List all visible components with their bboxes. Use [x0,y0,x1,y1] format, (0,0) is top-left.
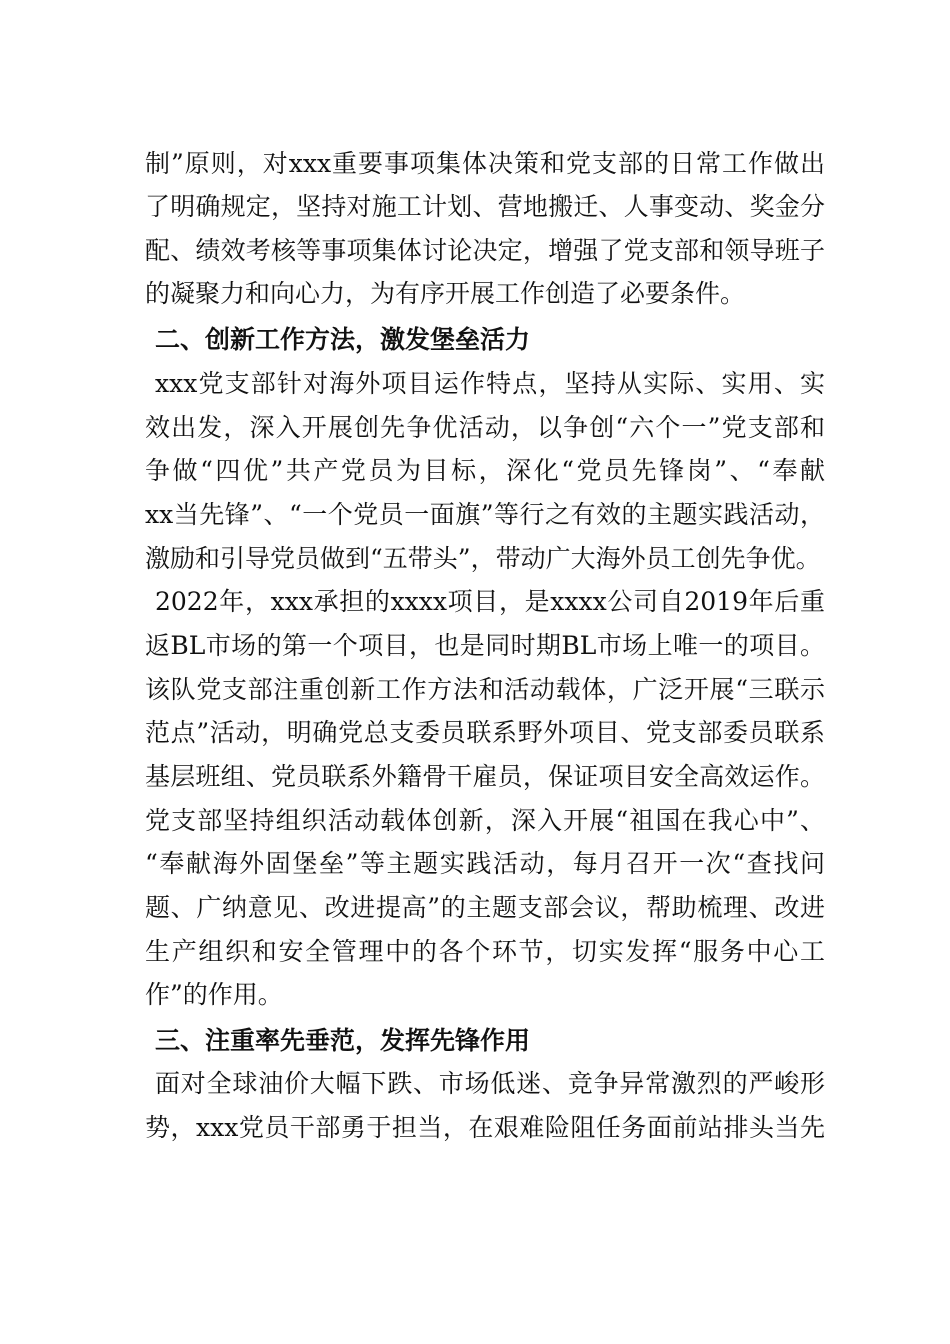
body-text-line: 返BL市场的第一个项目，也是同时期BL市场上唯一的项目。 [145,631,825,660]
body-text-line: 争做“四优”共产党员为目标，深化“党员先锋岗”、“奉献 [145,456,825,485]
body-text-line: 了明确规定，坚持对施工计划、营地搬迁、人事变动、奖金分 [145,192,825,221]
body-text-line: 该队党支部注重创新工作方法和活动载体，广泛开展“三联示 [145,675,825,704]
body-text-line: 制”原则，对xxx重要事项集体决策和党支部的日常工作做出 [145,149,825,178]
body-text-line: 党支部坚持组织活动载体创新，深入开展“祖国在我心中”、 [145,806,825,835]
body-text-line: 的凝聚力和向心力，为有序开展工作创造了必要条件。 [145,279,746,308]
body-text-line: xx当先锋”、“一个党员一面旗”等行之有效的主题实践活动， [145,500,825,529]
body-text-line: “奉献海外固堡垒”等主题实践活动，每月召开一次“查找问 [145,849,825,878]
body-text-line: 面对全球油价大幅下跌、市场低迷、竞争异常激烈的严峻形 [155,1069,825,1098]
body-text-line: 2022年，xxx承担的xxxx项目，是xxxx公司自2019年后重 [155,587,825,616]
body-text-line: 激励和引导党员做到“五带头”，带动广大海外员工创先争优。 [145,544,821,573]
body-text-line: 基层班组、党员联系外籍骨干雇员，保证项目安全高效运作。 [145,762,825,791]
section-heading: 三、注重率先垂范，发挥先锋作用 [155,1026,531,1055]
body-text-line: 生产组织和安全管理中的各个环节，切实发挥“服务中心工 [145,937,825,966]
body-text-line: 题、广纳意见、改进提高”的主题支部会议，帮助梳理、改进 [145,893,825,922]
body-text-line: 配、绩效考核等事项集体讨论决定，增强了党支部和领导班子 [145,236,825,265]
body-text-line: 势，xxx党员干部勇于担当，在艰难险阻任务面前站排头当先 [145,1113,825,1142]
body-text-line: 范点”活动，明确党总支委员联系野外项目、党支部委员联系 [145,718,825,747]
section-heading: 二、创新工作方法，激发堡垒活力 [155,325,531,354]
body-text-line: 作”的作用。 [145,980,283,1009]
body-text-line: 效出发，深入开展创先争优活动，以争创“六个一”党支部和 [145,413,825,442]
body-text-line: xxx党支部针对海外项目运作特点，坚持从实际、实用、实 [155,369,825,398]
